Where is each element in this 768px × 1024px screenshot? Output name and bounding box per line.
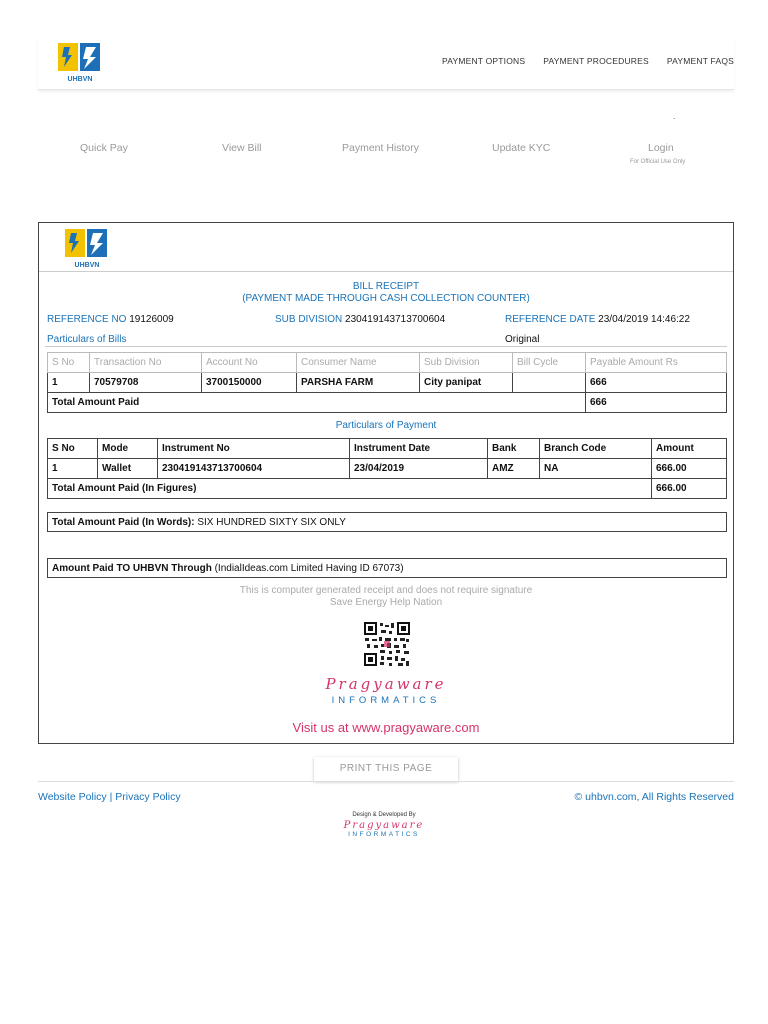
dev-brand-script[interactable]: Pragyaware [343,820,425,831]
reference-date-value: 23/04/2019 14:46:22 [598,314,690,325]
paid-through-label: Amount Paid TO UHBVN Through [52,563,212,574]
reference-no [47,314,174,325]
computer-generated-note: This is computer generated receipt and does not require signature [239,585,533,596]
divider [45,346,727,347]
receipt-subtitle: (PAYMENT MADE THROUGH CASH COLLECTION COUNTER) [242,293,530,304]
column-header: Branch Code [540,439,652,459]
nav-payment-options[interactable]: PAYMENT OPTIONS [441,56,526,66]
slogan: Save Energy Help Nation [329,597,443,608]
sub-division-value: 230419143713700604 [345,314,446,325]
column-header: Payable Amount Rs [586,353,727,373]
login-subtext: For Official Use Only [630,159,686,165]
column-header: Instrument Date [350,439,488,459]
reference-no-label: REFERENCE NO [47,314,127,325]
copyright: © uhbvn.com, All Rights Reserved [574,791,734,803]
payment-table [47,438,727,499]
column-header: Bill Cycle [513,353,586,373]
menu-update-kyc[interactable]: Update KYC [492,142,551,154]
footer-separator: | [109,791,113,803]
receipt-note [39,585,733,609]
amount-in-words-label: Total Amount Paid (In Words): [52,517,195,528]
total-label: Total Amount Paid (In Figures) [48,479,652,499]
reference-no-value: 19126009 [129,314,174,325]
stray-dot: . [673,112,676,121]
top-header [38,36,734,90]
top-nav [442,56,734,66]
table-cell: PARSHA FARM [297,373,420,393]
receipt-title-text: BILL RECEIPT [352,281,420,292]
table-total-row [48,393,727,413]
developer-credit [0,812,768,838]
table-cell: 230419143713700604 [158,459,350,479]
table-header-row [48,439,727,459]
table-cell: 23/04/2019 [350,459,488,479]
sub-division [275,314,445,325]
column-header: Mode [98,439,158,459]
footer-links [38,791,181,803]
table-total-row [48,479,727,499]
footer-divider [38,781,734,782]
column-header: Consumer Name [297,353,420,373]
brand-script: Pragyaware [325,675,447,693]
column-header: Account No [202,353,297,373]
table-cell: 666 [586,373,727,393]
menu-quick-pay[interactable]: Quick Pay [80,142,128,154]
table-cell [513,373,586,393]
amount-in-words [47,512,727,532]
table-cell: AMZ [488,459,540,479]
sub-division-label: SUB DIVISION [275,314,343,325]
visit-link[interactable]: Visit us at www.pragyaware.com [292,720,480,735]
copy-type: Original [505,334,540,345]
table-cell: 1 [48,373,90,393]
bill-receipt [38,222,734,744]
table-row [48,373,727,393]
column-header: Bank [488,439,540,459]
total-value: 666.00 [652,479,727,499]
amount-in-words-value: SIX HUNDRED SIXTY SIX ONLY [197,517,346,528]
divider [39,271,733,272]
table-cell: NA [540,459,652,479]
table-cell: Wallet [98,459,158,479]
total-value: 666 [586,393,727,413]
column-header: Transaction No [90,353,202,373]
table-header-row [48,353,727,373]
designed-by-text: Design & Developed By [352,812,416,818]
table-cell: 3700150000 [202,373,297,393]
uhbvn-receipt-logo-icon [63,227,111,271]
svg-text:UHBVN: UHBVN [74,262,100,269]
column-header: Amount [652,439,727,459]
brand-sub: INFORMATICS [331,695,441,706]
nav-payment-procedures[interactable]: PAYMENT PROCEDURES [543,56,649,66]
website-policy-link[interactable]: Website Policy [38,791,107,803]
table-cell: City panipat [420,373,513,393]
receipt-title [39,281,733,305]
column-header: S No [48,439,98,459]
dev-brand-sub: INFORMATICS [348,831,420,838]
reference-date-label: REFERENCE DATE [505,314,596,325]
column-header: Instrument No [158,439,350,459]
table-cell: 70579708 [90,373,202,393]
svg-text:UHBVN: UHBVN [67,76,93,83]
bills-table [47,352,727,413]
paid-through-value: (IndialIdeas.com Limited Having ID 67073) [214,563,404,574]
column-header: S No [48,353,90,373]
nav-payment-faqs[interactable]: PAYMENT FAQS [666,56,734,66]
menu-view-bill[interactable]: View Bill [222,142,262,154]
uhbvn-logo-icon[interactable] [56,41,104,85]
menu-login[interactable]: Login [648,142,674,154]
particulars-of-payment: Particulars of Payment [335,420,437,431]
column-header: Sub Division [420,353,513,373]
table-row [48,459,727,479]
particulars-of-bills: Particulars of Bills [47,334,127,345]
total-label: Total Amount Paid [48,393,586,413]
table-cell: 666.00 [652,459,727,479]
pragyaware-logo [39,675,733,706]
menu-payment-history[interactable]: Payment History [342,142,420,154]
privacy-policy-link[interactable]: Privacy Policy [115,791,181,803]
table-cell: 1 [48,459,98,479]
qr-code-icon [363,621,411,667]
paid-through [47,558,727,578]
reference-date [505,314,690,325]
print-page-button[interactable]: PRINT THIS PAGE [314,757,458,781]
